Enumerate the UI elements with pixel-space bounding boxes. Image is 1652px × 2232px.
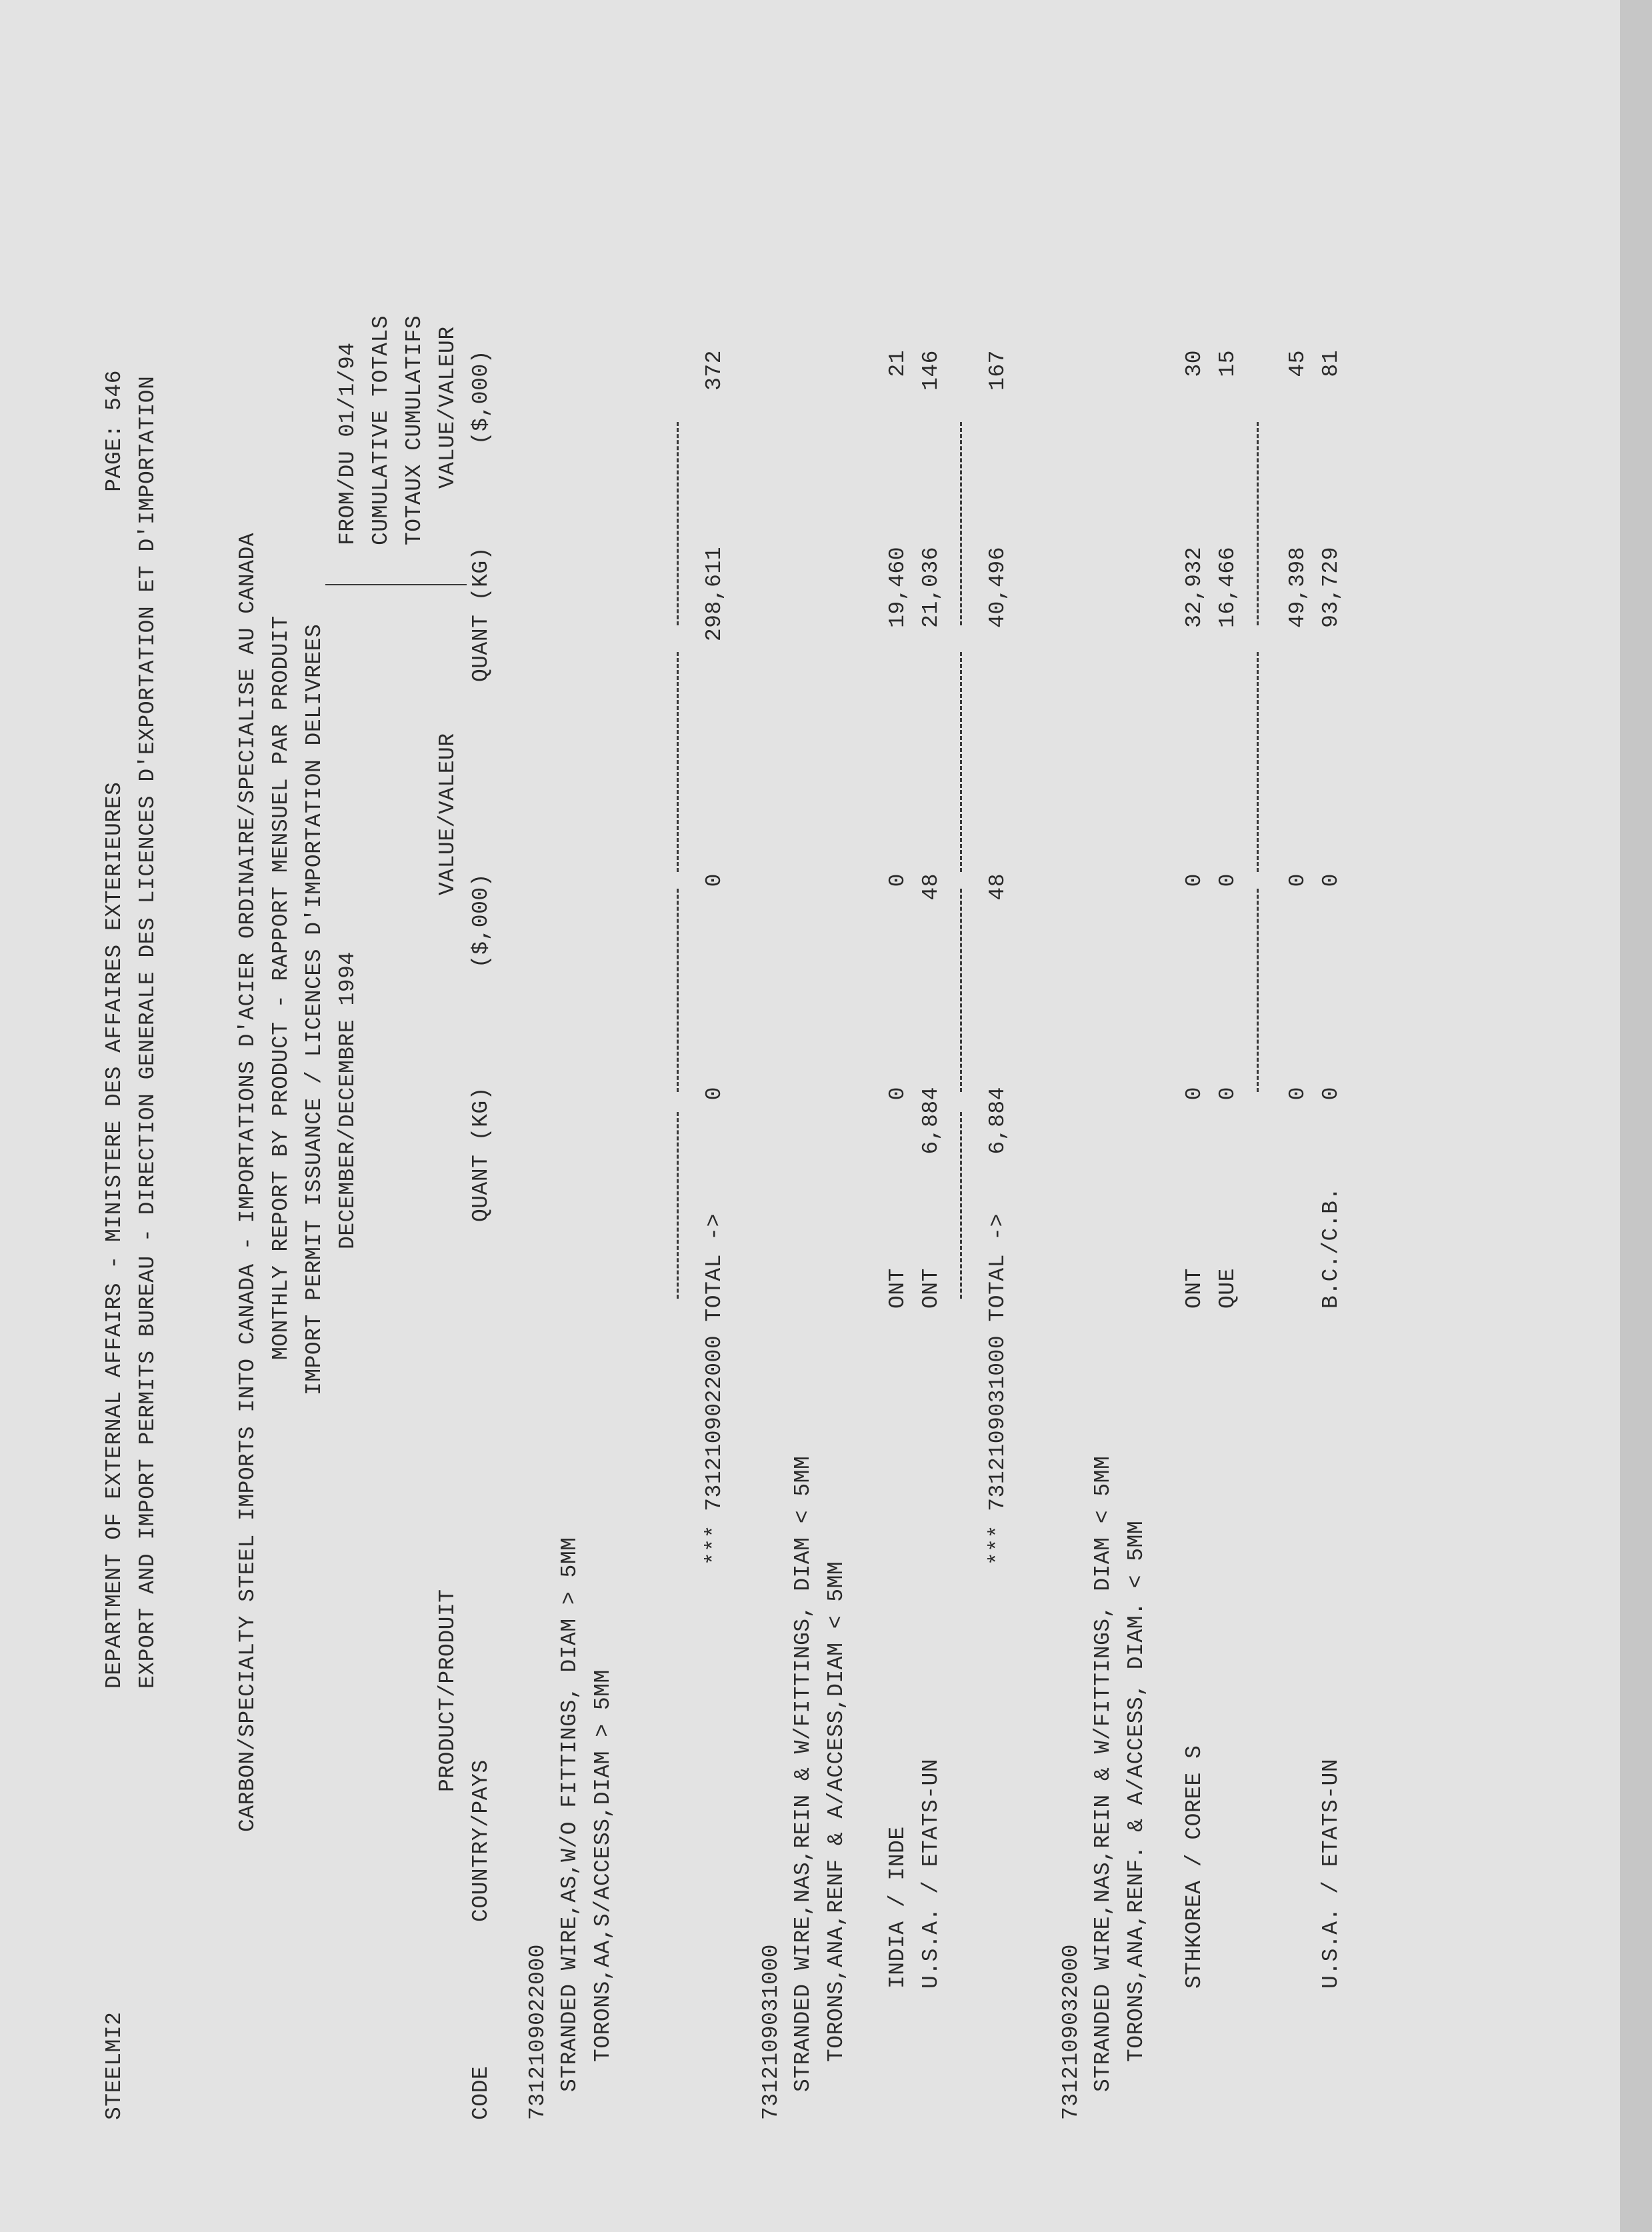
total-quant: 0 — [702, 1087, 727, 1101]
total-rule — [960, 652, 962, 872]
quant: 0 — [1215, 1087, 1240, 1101]
report-title-line2: MONTHLY REPORT BY PRODUCT - RAPPORT MENSUEL PAR PRODUIT — [269, 615, 293, 1360]
cumulative-value: 30 — [1182, 350, 1207, 377]
product-header: PRODUCT/PRODUIT — [435, 1589, 460, 1792]
quant: 0 — [1182, 1087, 1207, 1101]
cumulative-quant-header: QUANT (KG) — [469, 547, 493, 683]
cumulative-quant: 21,036 — [919, 547, 943, 628]
section-code: 7312109031000 — [759, 1944, 783, 2120]
cumulative-quant: 93,729 — [1319, 547, 1343, 628]
country-name: INDIA / INDE — [885, 1826, 910, 1989]
total-cumulative-value: 372 — [702, 350, 727, 391]
total-rule — [960, 889, 962, 1092]
product-description-en: STRANDED WIRE,NAS,REIN & W/FITTINGS, DIAM < 5MM — [791, 1455, 815, 2092]
section-code: 7312109022000 — [525, 1944, 550, 2120]
value: 0 — [1319, 873, 1343, 887]
section-code: 7312109032000 — [1059, 1944, 1083, 2120]
value: 0 — [1215, 873, 1240, 887]
total-quant: 6,884 — [985, 1087, 1010, 1155]
quant: 0 — [885, 1087, 910, 1101]
value: 0 — [885, 873, 910, 887]
value-unit-header: ($,000) — [469, 873, 493, 969]
total-rule — [960, 422, 962, 625]
report-title-line3: IMPORT PERMIT ISSUANCE / LICENCES D'IMPORTATION DELIVREES — [302, 623, 327, 1395]
province: ONT — [885, 1268, 910, 1309]
cumulative-quant: 32,932 — [1182, 547, 1207, 628]
value: 0 — [1182, 873, 1207, 887]
code-header: CODE — [469, 2065, 493, 2120]
report-title-line4: DECEMBER/DECEMBRE 1994 — [335, 951, 360, 1249]
country-header: COUNTRY/PAYS — [469, 1759, 493, 1922]
total-rule — [677, 889, 679, 1092]
subtotal-quant: 0 — [1285, 1087, 1310, 1101]
quant: 0 — [1319, 1087, 1343, 1101]
product-description-fr: TORONS,AA,S/ACCESS,DIAM > 5MM — [591, 1669, 615, 2062]
cumulative-value-unit-header: ($,000) — [469, 350, 493, 445]
country-name: U.S.A. / ETATS-UN — [1319, 1758, 1343, 1989]
report-id: STEELMI2 — [102, 2011, 127, 2120]
column-separator — [325, 584, 467, 585]
subtotal-cumulative-value: 45 — [1285, 350, 1310, 377]
subtotal-rule — [1257, 652, 1259, 872]
totaux-cumulatifs-label: TOTAUX CUMULATIFS — [402, 315, 427, 545]
quant: 6,884 — [919, 1087, 943, 1155]
subtotal-value: 0 — [1285, 873, 1310, 887]
cumulative-value: 81 — [1319, 350, 1343, 377]
total-label: *** 7312109031000 TOTAL -> — [985, 1213, 1010, 1565]
subtotal-rule — [1257, 422, 1259, 625]
header-line2: EXPORT AND IMPORT PERMITS BUREAU - DIRECTION GENERALE DES LICENCES D'EXPORTATION ET D'IMPORTATION — [135, 375, 160, 1689]
cumulative-quant: 16,466 — [1215, 547, 1240, 628]
cumulative-from-label: FROM/DU 01/1/94 — [335, 342, 360, 545]
product-description-en: STRANDED WIRE,AS,W/O FITTINGS, DIAM > 5MM — [557, 1537, 582, 2092]
total-value: 0 — [702, 873, 727, 887]
total-rule — [960, 1112, 962, 1299]
province: B.C./C.B. — [1319, 1187, 1343, 1309]
product-description-en: STRANDED WIRE,NAS,REIN & W/FITTINGS, DIAM < 5MM — [1091, 1455, 1115, 2092]
total-rule — [677, 652, 679, 872]
total-label: *** 7312109022000 TOTAL -> — [702, 1213, 727, 1565]
quant-header: QUANT (KG) — [469, 1087, 493, 1223]
cumulative-value: 15 — [1215, 350, 1240, 377]
subtotal-cumulative-quant: 49,398 — [1285, 547, 1310, 628]
cumulative-value: 146 — [919, 350, 943, 391]
province: ONT — [1182, 1268, 1207, 1309]
subtotal-rule — [1257, 889, 1259, 1092]
cumulative-totals-label: CUMULATIVE TOTALS — [369, 315, 393, 545]
total-cumulative-quant: 298,611 — [702, 547, 727, 642]
product-description-fr: TORONS,ANA,RENF & A/ACCESS,DIAM < 5MM — [824, 1561, 849, 2062]
cumulative-value: 21 — [885, 350, 910, 377]
total-value: 48 — [985, 873, 1010, 901]
page-number: PAGE: 546 — [102, 370, 127, 492]
cumulative-quant: 19,460 — [885, 547, 910, 628]
report-title-line1: CARBON/SPECIALTY STEEL IMPORTS INTO CANADA - IMPORTATIONS D'ACIER ORDINAIRE/SPECIALISE AU CANADA — [235, 532, 260, 1832]
value: 48 — [919, 873, 943, 901]
total-rule — [677, 1112, 679, 1299]
total-cumulative-quant: 40,496 — [985, 547, 1010, 628]
total-rule — [677, 422, 679, 625]
province: QUE — [1215, 1268, 1240, 1309]
value-header: VALUE/VALEUR — [435, 733, 460, 895]
header-line1: DEPARTMENT OF EXTERNAL AFFAIRS - MINISTERE DES AFFAIRES EXTERIEURES — [102, 781, 127, 1689]
scan-edge — [1620, 0, 1652, 2232]
province: ONT — [919, 1268, 943, 1309]
total-cumulative-value: 167 — [985, 350, 1010, 391]
country-name: U.S.A. / ETATS-UN — [919, 1758, 943, 1989]
cumulative-value-header: VALUE/VALEUR — [435, 326, 460, 489]
country-name: STHKOREA / COREE S — [1182, 1745, 1207, 1989]
product-description-fr: TORONS,ANA,RENF. & A/ACCESS, DIAM. < 5MM — [1124, 1520, 1149, 2062]
